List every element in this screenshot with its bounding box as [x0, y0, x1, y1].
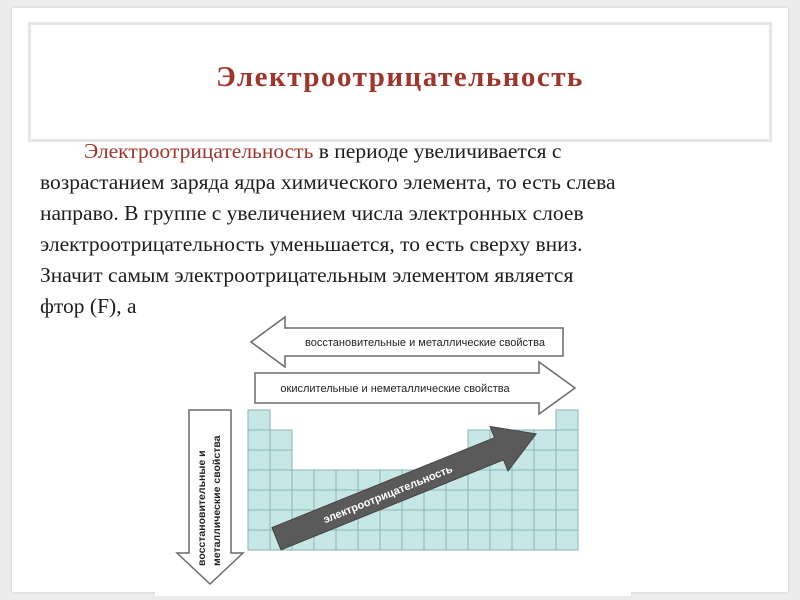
- left-arrow: [251, 317, 563, 367]
- paragraph-line-5: Значит самым электроотрицательным элементом является: [40, 263, 574, 287]
- right-arrow: [255, 362, 575, 414]
- paragraph-line-2: возрастанием заряда ядра химического элемента, то есть слева: [40, 170, 616, 194]
- down-arrow-label-line1: восстановительные и: [196, 450, 208, 566]
- paragraph-line-6: фтор (F), а: [40, 294, 137, 318]
- body-paragraph: [40, 136, 765, 322]
- slide-title: Электроотрицательность: [216, 61, 584, 93]
- down-arrow-label-line2: металлические свойства: [211, 435, 223, 566]
- diagonal-arrow-label: электроотрицательность: [321, 463, 455, 527]
- paragraph-line-4: электроотрицательность уменьшается, то есть сверху вниз.: [40, 232, 583, 256]
- paragraph-line-1: в периоде увеличивается с: [313, 139, 562, 163]
- periodic-trends-diagram: [155, 298, 631, 596]
- paragraph-line-3: направо. В группе с увеличением числа электронных слоев: [40, 201, 584, 225]
- diagram-svg: [155, 298, 631, 596]
- table-noble-top: [556, 410, 578, 430]
- highlighted-term: Электроотрицательность: [84, 139, 314, 163]
- down-arrow-shape: [177, 410, 243, 584]
- table-column-1: [248, 410, 270, 550]
- left-arrow-label: восстановительные и металлические свойства: [305, 337, 545, 349]
- title-box: [28, 22, 772, 142]
- down-arrow: [177, 410, 243, 584]
- right-arrow-label: окислительные и неметаллические свойства: [280, 383, 510, 395]
